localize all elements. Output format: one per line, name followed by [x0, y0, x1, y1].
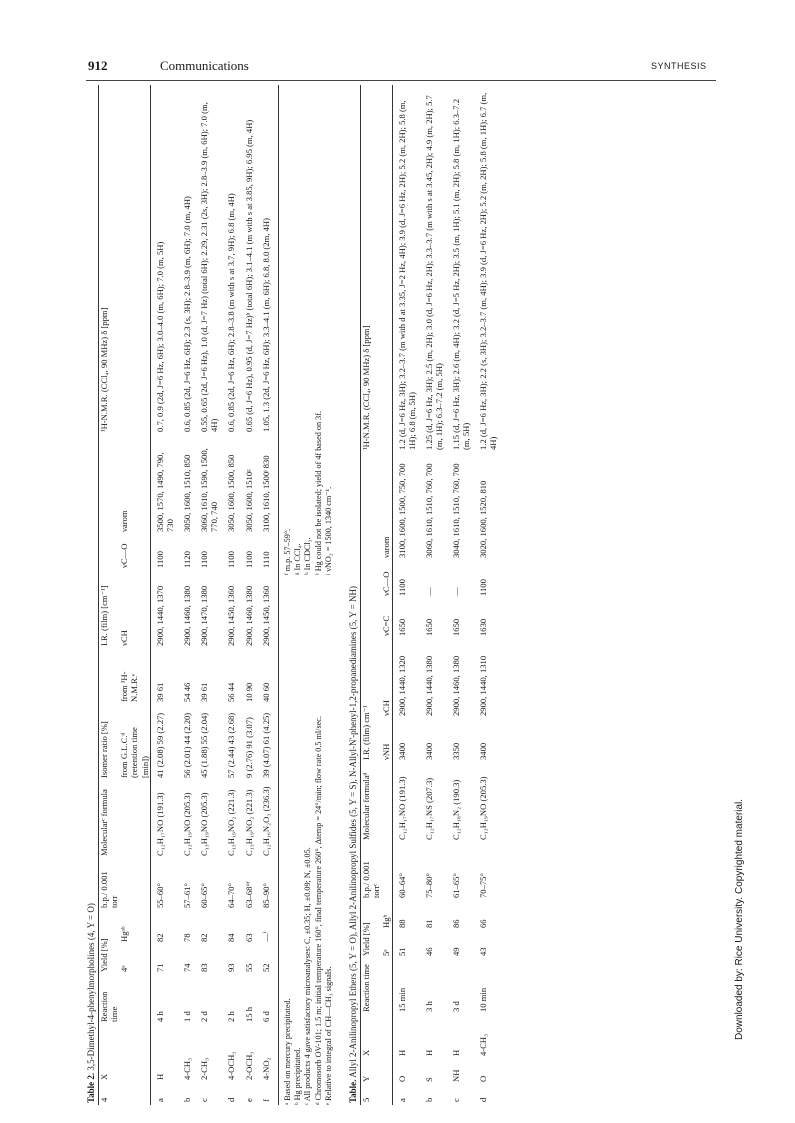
cell-ch: 2900, 1440, 1380 — [423, 655, 434, 716]
col-ir-nh: νNH — [381, 743, 392, 760]
table-row — [424, 85, 451, 1105]
col-ir: I.R. (film) [cm⁻¹] — [99, 585, 109, 646]
table-row — [451, 85, 478, 1105]
cell-arom: 3060, 1610, 1590, 1500, 770, 740 — [199, 448, 220, 532]
cell-time: 15 h — [243, 1006, 254, 1022]
cell-co: 1100 — [243, 551, 254, 568]
cell-formula: C₁₃H₁₉NO (205.3) — [199, 792, 210, 856]
cell-id: b — [423, 1097, 434, 1102]
cell-y4: 71 — [154, 963, 165, 972]
cell-cc: 1630 — [478, 618, 489, 636]
cell-y: S — [423, 1077, 434, 1082]
cell-ch: 2900, 1470, 1380 — [199, 585, 210, 646]
cell-time: 2 h — [226, 1011, 237, 1022]
cell-yhg: 66 — [478, 919, 489, 928]
cell-glc: 56 (2.01) 44 (2.20) — [181, 712, 192, 778]
col-isomer-glc: from G.L.C.ᵈ (retention time [min]) — [119, 727, 150, 778]
table2-caption: Table 2. 3,5-Dimethyl-4-phenylmorpholines (4, Y = O) — [86, 903, 96, 1103]
cell-nmr: 1.05, 1.3 (2d, J=6 Hz, 6H); 3.3–4.1 (m, 6H); 6.8, 8.0 (2m, 4H) — [260, 218, 271, 432]
cell-formula: C₁₂H₁₈N₂ (190.3) — [451, 779, 462, 840]
cell-formula: C₁₃H₁₉NO (205.3) — [181, 792, 192, 856]
cell-bp: 75–80° — [423, 873, 434, 898]
col-ir-arom: νarom — [381, 536, 392, 558]
cell-arom: 3060, 1610, 1510, 760, 700 — [423, 463, 434, 558]
cell-time: 15 min — [396, 987, 407, 1012]
table2 — [98, 85, 279, 1105]
col-yield: Yield [%] — [99, 938, 109, 972]
cell-glc: 45 (1.88) 55 (2.04) — [199, 712, 210, 778]
cell-id: a — [154, 1098, 165, 1102]
cell-time: 10 min — [478, 987, 489, 1012]
cell-nmr: 0.7, 0.9 (2d, J=6 Hz, 6H); 3.0–4.0 (m, 6H); 7.0 (m, 5H) — [154, 241, 165, 432]
table2-subheader-row — [119, 85, 150, 1105]
cell-nh: 3400 — [396, 742, 407, 760]
col-time: Reaction time — [99, 991, 120, 1022]
footnote: ᵉ Relative to integral of CH—CH₃ signals. — [323, 966, 333, 1105]
cell-nmr: 1.15 (d, J=6 Hz, 3H); 2.6 (m, 4H); 3.2 (d, J=5 Hz, 2H); 3.5 (m, 1H); 5.1 (m, 2H); 5.8 (m, 1H); 6.3–7.2 (m, 5H) — [451, 98, 472, 450]
col-yield: Yield [%] — [361, 922, 372, 956]
cell-nmr: 0.55, 0.65 (2d, J=6 Hz), 1.0 (d, J=7 Hz) (total 6H); 2.29, 2.31 (2s, 3H); 2.8–3.9 (m, 6H); 7.0 (m, 4H) — [199, 102, 220, 432]
footnote: ᵈ Chromosorb OV-101; 1.5 m; initial temperature 160°, final temperature 260°, Δtemp = 24°/min; flow rate 0.5 ml/sec. — [313, 716, 323, 1105]
cell-yhg: —ⁱ — [260, 931, 271, 942]
cell-id: f — [260, 1099, 271, 1102]
footnote: ᶠ m.p. 57–59°. — [282, 528, 292, 575]
col-ir-co: νC—O — [381, 571, 392, 596]
cell-yhg: 86 — [451, 919, 462, 928]
col-bp: b.p./ 0.001 torrᶜ — [361, 861, 382, 898]
section-title: Communications — [160, 58, 249, 73]
cell-nmr_ratio: 56 44 — [226, 682, 237, 702]
cell-nmr: 0.6, 0.85 (2d, J=6 Hz, 6H); 2.3 (s, 3H); 2.8–3.9 (m, 6H); 7.0 (m, 4H) — [181, 196, 192, 432]
cell-ch: 2900, 1450, 1360 — [226, 585, 237, 646]
cell-arom: 3050, 1600, 1510ᵍ — [243, 469, 254, 532]
col-ir-ch: νCH — [381, 700, 392, 716]
cell-x: 2-CH₃ — [199, 1057, 210, 1080]
cell-co: 1100 — [478, 579, 489, 596]
table-row — [478, 85, 505, 1105]
col-num: 4 — [99, 1097, 109, 1102]
table-row — [150, 85, 182, 1105]
cell-glc: 9 (2.76) 91 (3.07) — [243, 717, 254, 778]
cell-glc: 41 (2.08) 59 (2.27) — [154, 712, 165, 778]
cell-y4: 83 — [199, 963, 210, 972]
cell-formula: C₁₂H₁₆N₂O₃ (236.3) — [260, 786, 271, 856]
cell-yhg: 82 — [199, 933, 210, 942]
cell-yhg: 84 — [226, 933, 237, 942]
cell-ch: 2900, 1460, 1380 — [181, 585, 192, 646]
col-nmr: ¹H-N.M.R. (CCl₄, 90 MHz) δ [ppm] — [361, 325, 372, 450]
cell-co: 1100 — [154, 551, 165, 568]
cell-y5: 51 — [396, 947, 407, 956]
cell-cc: 1650 — [451, 618, 462, 636]
cell-y: O — [396, 1075, 407, 1082]
cell-y: O — [478, 1075, 489, 1082]
cell-x: H — [423, 1049, 434, 1056]
cell-id: c — [199, 1098, 210, 1102]
cell-y4: 93 — [226, 963, 237, 972]
cell-y5: 43 — [478, 947, 489, 956]
col-yield-4: 4ᵃ — [119, 965, 130, 972]
col-ir-cc: νC=C — [381, 615, 392, 636]
cell-ch: 2900, 1440, 1370 — [154, 585, 165, 646]
cell-formula: C₁₃H₁₉NO₂ (221.3) — [226, 789, 237, 856]
cell-yhg: 81 — [423, 919, 434, 928]
col-formula: Molecularᶜ formula — [99, 789, 109, 856]
cell-cc: 1650 — [396, 618, 407, 636]
cell-arom: 3050, 1600, 1500, 850 — [226, 454, 237, 532]
page-number: 912 — [88, 58, 108, 73]
cell-nh: 3400 — [478, 742, 489, 760]
footnote: ᵍ In CCl₄. — [293, 543, 303, 575]
cell-nmr: 0.6, 0.85 (2d, J=6 Hz, 6H); 2.8–3.8 (m with s at 3.7, 9H); 6.8 (m, 4H) — [226, 193, 237, 432]
cell-arom: 3050, 1600, 1510, 850 — [181, 454, 192, 532]
cell-ch: 2900, 1450, 1360 — [260, 585, 271, 646]
col-bp: b.p./ 0.001 torr — [99, 871, 120, 908]
cell-formula: C₁₂H₁₇NS (207.3) — [423, 777, 434, 840]
cell-bp: 60–65° — [199, 883, 210, 908]
cell-time: 4 h — [154, 1011, 165, 1022]
cell-nmr: 1.2 (d, J=6 Hz, 3H); 2.2 (s, 3H); 3.2–3.7 (m, 4H); 3.9 (d, J=6 Hz, 2H); 5.2 (m, 2H); 5.8 (m, 1H); 6.7 (m, 4H) — [478, 92, 499, 450]
journal-name: SYNTHESIS — [651, 61, 707, 71]
cell-arom: 3040, 1610, 1510, 760, 700 — [451, 463, 462, 558]
cell-bp: 57–61° — [181, 883, 192, 908]
col-yield-5: 5ᵃ — [381, 949, 392, 956]
download-notice: Downloaded by: Rice University. Copyrighted material. — [734, 798, 745, 1040]
cell-nmr: 1.25 (d, J=6 Hz, 3H); 2.5 (m, 2H); 3.0 (d, J=6 Hz, 2H); 3.3–3.7 (m with s at 3.45, 2H); 4.9 (m, 2H); 5.7 (m, 1H); 6.3–7.2 (m, 5H) — [423, 95, 444, 450]
cell-co: — — [423, 587, 434, 596]
table3-caption: Table. Allyl 2-Anilinopropyl Ethers (5, Y = O), Allyl 2-Anilinopropyl Sulfides (5, Y = S), N-Allyl-N'-phenyl-1,2-propanediamines (5, Y = NH) — [348, 586, 359, 1103]
cell-glc: 39 (4.07) 61 (4.25) — [260, 712, 271, 778]
col-formula: Molecular formulaᵈ — [361, 772, 372, 840]
col-time: Reaction time — [361, 964, 372, 1012]
col-x: X — [99, 1073, 109, 1080]
cell-ch: 2900, 1440, 1320 — [396, 655, 407, 716]
cell-nmr_ratio: 10 90 — [243, 682, 254, 702]
table-row — [244, 85, 261, 1105]
cell-co: 1100 — [226, 551, 237, 568]
cell-y4: 52 — [260, 963, 271, 972]
table-row — [392, 85, 424, 1105]
cell-id: b — [181, 1097, 192, 1102]
rotated-tables — [86, 85, 716, 1105]
cell-arom: 3500, 1570, 1490, 790, 730 — [154, 452, 175, 532]
cell-co: 1100 — [199, 551, 210, 568]
col-ir-co: νC—O — [119, 543, 130, 568]
table-row — [199, 85, 226, 1105]
cell-x: 4-CH₃ — [181, 1057, 192, 1080]
cell-yhg: 82 — [154, 933, 165, 942]
footnote: ʰ In CDCl₃. — [303, 537, 313, 575]
cell-co: — — [451, 587, 462, 596]
cell-nmr: 1.2 (d, J=6 Hz, 3H); 3.2–3.7 (m with d at 3.35, J=2 Hz, 4H); 3.9 (d, J=6 Hz, 2H); 5.2 (m, 2H); 5.8 (m, 1H); 6.8 (m, 5H) — [396, 100, 417, 450]
table-row — [182, 85, 199, 1105]
cell-y5: 49 — [451, 947, 462, 956]
cell-bp: 85–90° — [260, 883, 271, 908]
cell-bp: 70–75° — [478, 873, 489, 898]
cell-time: 3 h — [423, 1001, 434, 1012]
header-rule — [86, 80, 716, 81]
cell-id: d — [478, 1097, 489, 1102]
cell-nh: 3400 — [423, 742, 434, 760]
cell-id: c — [451, 1098, 462, 1102]
cell-arom: 3100, 1600, 1500, 750, 700 — [396, 463, 407, 558]
table3-header-row — [361, 85, 382, 1105]
cell-bp: 63–68°ᶠ — [243, 881, 254, 908]
footnotes-right — [283, 275, 334, 575]
table3 — [360, 85, 506, 1105]
col-isomer-nmr: from ¹H-N.M.R.ᵉ — [119, 671, 140, 702]
col-nmr: ¹H-N.M.R. (CCl₄, 90 MHz) δ [ppm] — [99, 307, 109, 432]
cell-arom: 3020, 1600, 1520, 810 — [478, 480, 489, 558]
cell-bp: 61–65° — [451, 873, 462, 898]
col-isomer: Isomer ratio [%] — [99, 721, 109, 778]
footnote: ⁱ Hg could not be isolated; yield of 4f based on 3f. — [313, 411, 323, 575]
cell-nmr_ratio: 54 46 — [181, 682, 192, 702]
cell-id: d — [226, 1097, 237, 1102]
table3-subheader-row — [381, 85, 392, 1105]
cell-y4: 74 — [181, 963, 192, 972]
cell-cc: 1650 — [423, 618, 434, 636]
cell-x: 2-OCH₃ — [243, 1051, 254, 1080]
col-ir-arom: νarom — [119, 510, 130, 532]
cell-nmr_ratio: 40 60 — [260, 682, 271, 702]
cell-x: 4-NO₂ — [260, 1057, 271, 1080]
cell-bp: 55–60° — [154, 883, 165, 908]
cell-nmr_ratio: 39 61 — [154, 682, 165, 702]
col-x: X — [361, 1049, 372, 1056]
cell-time: 3 d — [451, 1001, 462, 1012]
cell-id: a — [396, 1098, 407, 1102]
cell-formula: C₁₃H₁₉NO (205.3) — [478, 776, 489, 840]
cell-bp: 60–64° — [396, 873, 407, 898]
col-ir-ch: νCH — [119, 630, 130, 646]
cell-arom: 3100, 1610, 1500ʲ 830 — [260, 455, 271, 532]
table-row — [226, 85, 243, 1105]
cell-formula: C₁₃H₁₉NO₂ (221.3) — [243, 789, 254, 856]
cell-yhg: 88 — [396, 919, 407, 928]
col-num: 5 — [361, 1097, 372, 1102]
cell-glc: 57 (2.44) 43 (2.68) — [226, 712, 237, 778]
footnotes-left — [283, 615, 334, 1105]
cell-x: H — [396, 1049, 407, 1056]
cell-y4: 55 — [243, 963, 254, 972]
table-row — [261, 85, 279, 1105]
footnote: ᵃ Based on mercury precipitated. — [282, 998, 292, 1105]
table2-header-row — [99, 85, 120, 1105]
cell-ch: 2900, 1460, 1380 — [243, 585, 254, 646]
col-ir: I.R. (film) cm⁻¹ — [361, 705, 372, 760]
cell-x: H — [451, 1049, 462, 1056]
cell-co: 1100 — [396, 579, 407, 596]
cell-ch: 2900, 1440, 1310 — [478, 655, 489, 716]
cell-nmr: 0.65 (d, J=6 Hz), 0.95 (d, J=7 Hz)ʰ (total 6H); 3.1–4.1 (m with s at 3.85, 9H); 6.95 (m, 4H) — [243, 119, 254, 432]
cell-yhg: 78 — [181, 933, 192, 942]
cell-nh: 3350 — [451, 742, 462, 760]
col-y: Y — [361, 1075, 372, 1082]
cell-y: NH — [451, 1069, 462, 1082]
cell-bp: 64–70° — [226, 883, 237, 908]
footnote: ᵇ Hg precipitated. — [293, 1047, 303, 1105]
cell-formula: C₁₂H₁₇NO (191.3) — [154, 792, 165, 856]
cell-ch: 2900, 1460, 1380 — [451, 655, 462, 716]
cell-formula: C₁₂H₁₇NO (191.3) — [396, 776, 407, 840]
footnote: ʲ νNO₂ = 1500, 1340 cm⁻¹. — [323, 486, 333, 575]
footnote: ᶜ All products 4 gave satisfactory microanalyses: C, ±0.35; H, ±0.09; N, ±0.05. — [303, 847, 313, 1105]
cell-co: 1120 — [181, 551, 192, 568]
table2-footnotes — [283, 85, 334, 1105]
cell-time: 1 d — [181, 1011, 192, 1022]
cell-nmr_ratio: 39 61 — [199, 682, 210, 702]
cell-x: 4-OCH₃ — [226, 1051, 237, 1080]
col-yield-hg: Hgᵃᵇ — [119, 926, 130, 942]
cell-x: 4-CH₃ — [478, 1033, 489, 1056]
cell-id: e — [243, 1098, 254, 1102]
cell-y5: 46 — [423, 947, 434, 956]
cell-yhg: 63 — [243, 933, 254, 942]
col-yield-hg: Hgᵇ — [381, 914, 392, 928]
cell-time: 6 d — [260, 1011, 271, 1022]
cell-co: 1110 — [260, 551, 271, 568]
cell-time: 2 d — [199, 1011, 210, 1022]
cell-x: H — [154, 1073, 165, 1080]
